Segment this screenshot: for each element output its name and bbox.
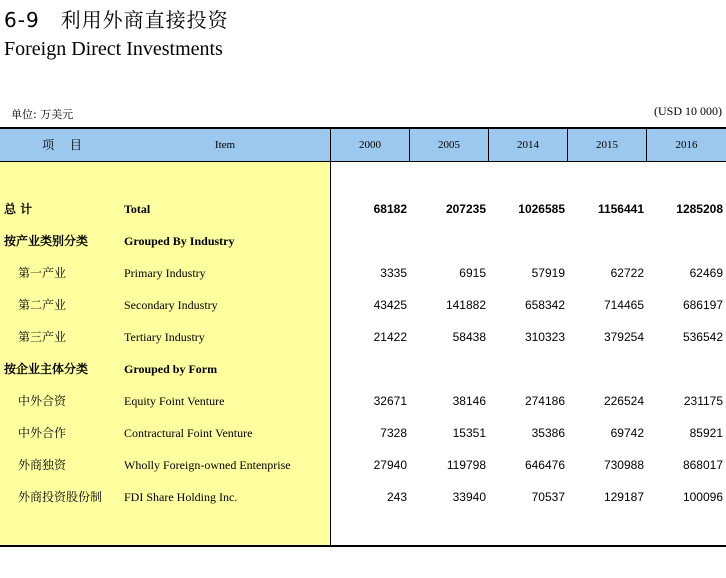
row-label-en: Wholly Foreign-owned Entenprise: [124, 458, 291, 472]
cell-value: 226524: [603, 394, 644, 408]
cell-value: 868017: [682, 458, 723, 472]
header-item-en: Item: [214, 139, 236, 151]
cell-value: 7328: [380, 426, 407, 440]
unit-label-zh: 单位: 万美元: [11, 108, 74, 121]
unit-label-en: (USD 10 000): [654, 104, 722, 118]
table-row: [0, 481, 726, 513]
cell-value: 38146: [452, 394, 486, 408]
row-label-zh: 总 计: [4, 202, 33, 216]
cell-value: 32671: [373, 394, 407, 408]
row-label-en: Total: [124, 202, 151, 216]
row-label-zh: 外商独资: [18, 458, 67, 472]
cell-value: 1156441: [597, 202, 644, 216]
row-label-en: Equity Foint Venture: [124, 394, 225, 408]
cell-value: 646476: [524, 458, 565, 472]
cell-value: 714465: [603, 298, 644, 312]
row-label-zh: 中外合作: [18, 426, 67, 440]
row-label-en: Contractural Foint Venture: [124, 426, 253, 440]
cell-value: 15351: [452, 426, 486, 440]
cell-value: 231175: [683, 394, 723, 408]
table-row: [0, 449, 726, 481]
cell-value: 100096: [682, 490, 723, 504]
table-bottom-rule: [0, 545, 726, 547]
cell-value: 536542: [682, 330, 723, 344]
row-label-en: FDI Share Holding Inc.: [124, 490, 238, 504]
cell-value: 730988: [603, 458, 644, 472]
table-row: [0, 289, 726, 321]
cell-value: 21422: [373, 330, 407, 344]
cell-value: 379254: [603, 330, 644, 344]
cell-value: 70537: [531, 490, 565, 504]
cell-value: 43425: [373, 298, 407, 312]
header-item-zh: 项 目: [42, 138, 88, 152]
row-label-zh: 按企业主体分类: [4, 362, 89, 376]
row-label-zh: 第二产业: [18, 298, 67, 312]
row-label-zh: 第三产业: [18, 330, 67, 344]
row-label-en: Secondary Industry: [124, 298, 218, 312]
cell-value: 243: [386, 490, 407, 504]
cell-value: 310323: [524, 330, 565, 344]
cell-value: 1026585: [518, 202, 565, 216]
table-row-total: [0, 193, 726, 225]
row-label-zh: 按产业类别分类: [4, 234, 89, 248]
row-label-zh: 中外合资: [18, 394, 67, 408]
row-label-en: Grouped by Form: [124, 362, 218, 376]
cell-value: 68182: [373, 202, 407, 216]
cell-value: 129187: [603, 490, 644, 504]
cell-value: 62469: [689, 266, 723, 280]
cell-value: 58438: [452, 330, 486, 344]
cell-value: 207235: [445, 202, 486, 216]
cell-value: 35386: [531, 426, 565, 440]
cell-value: 85921: [689, 426, 723, 440]
row-label-zh: 外商投资股份制: [18, 490, 103, 504]
cell-value: 3335: [380, 266, 407, 280]
cell-value: 141882: [445, 298, 486, 312]
cell-value: 119798: [446, 458, 486, 472]
cell-value: 33940: [452, 490, 486, 504]
header-year: 2000: [359, 139, 381, 151]
row-label-en: Grouped By Industry: [124, 234, 235, 248]
cell-value: 57919: [531, 266, 565, 280]
table-row-group: [0, 225, 726, 257]
cell-value: 62722: [610, 266, 644, 280]
table-title-en: Foreign Direct Investments: [4, 38, 223, 60]
header-year: 2015: [596, 139, 618, 151]
cell-value: 274186: [524, 394, 565, 408]
header-year: 2014: [517, 139, 539, 151]
cell-value: 1285208: [676, 202, 723, 216]
cell-value: 27940: [373, 458, 407, 472]
row-label-en: Primary Industry: [124, 266, 206, 280]
cell-value: 686197: [682, 298, 723, 312]
table-row: [0, 417, 726, 449]
cell-value: 658342: [524, 298, 565, 312]
row-label-en: Tertiary Industry: [124, 330, 205, 344]
table-row: [0, 257, 726, 289]
cell-value: 6915: [459, 266, 486, 280]
cell-value: 69742: [610, 426, 644, 440]
table-row: [0, 385, 726, 417]
header-year: 2005: [438, 139, 460, 151]
row-label-zh: 第一产业: [18, 266, 67, 280]
table-row: [0, 321, 726, 353]
table-title-zh: 6-9 利用外商直接投资: [4, 8, 229, 32]
table-row-group: [0, 353, 726, 385]
header-year: 2016: [675, 139, 698, 151]
